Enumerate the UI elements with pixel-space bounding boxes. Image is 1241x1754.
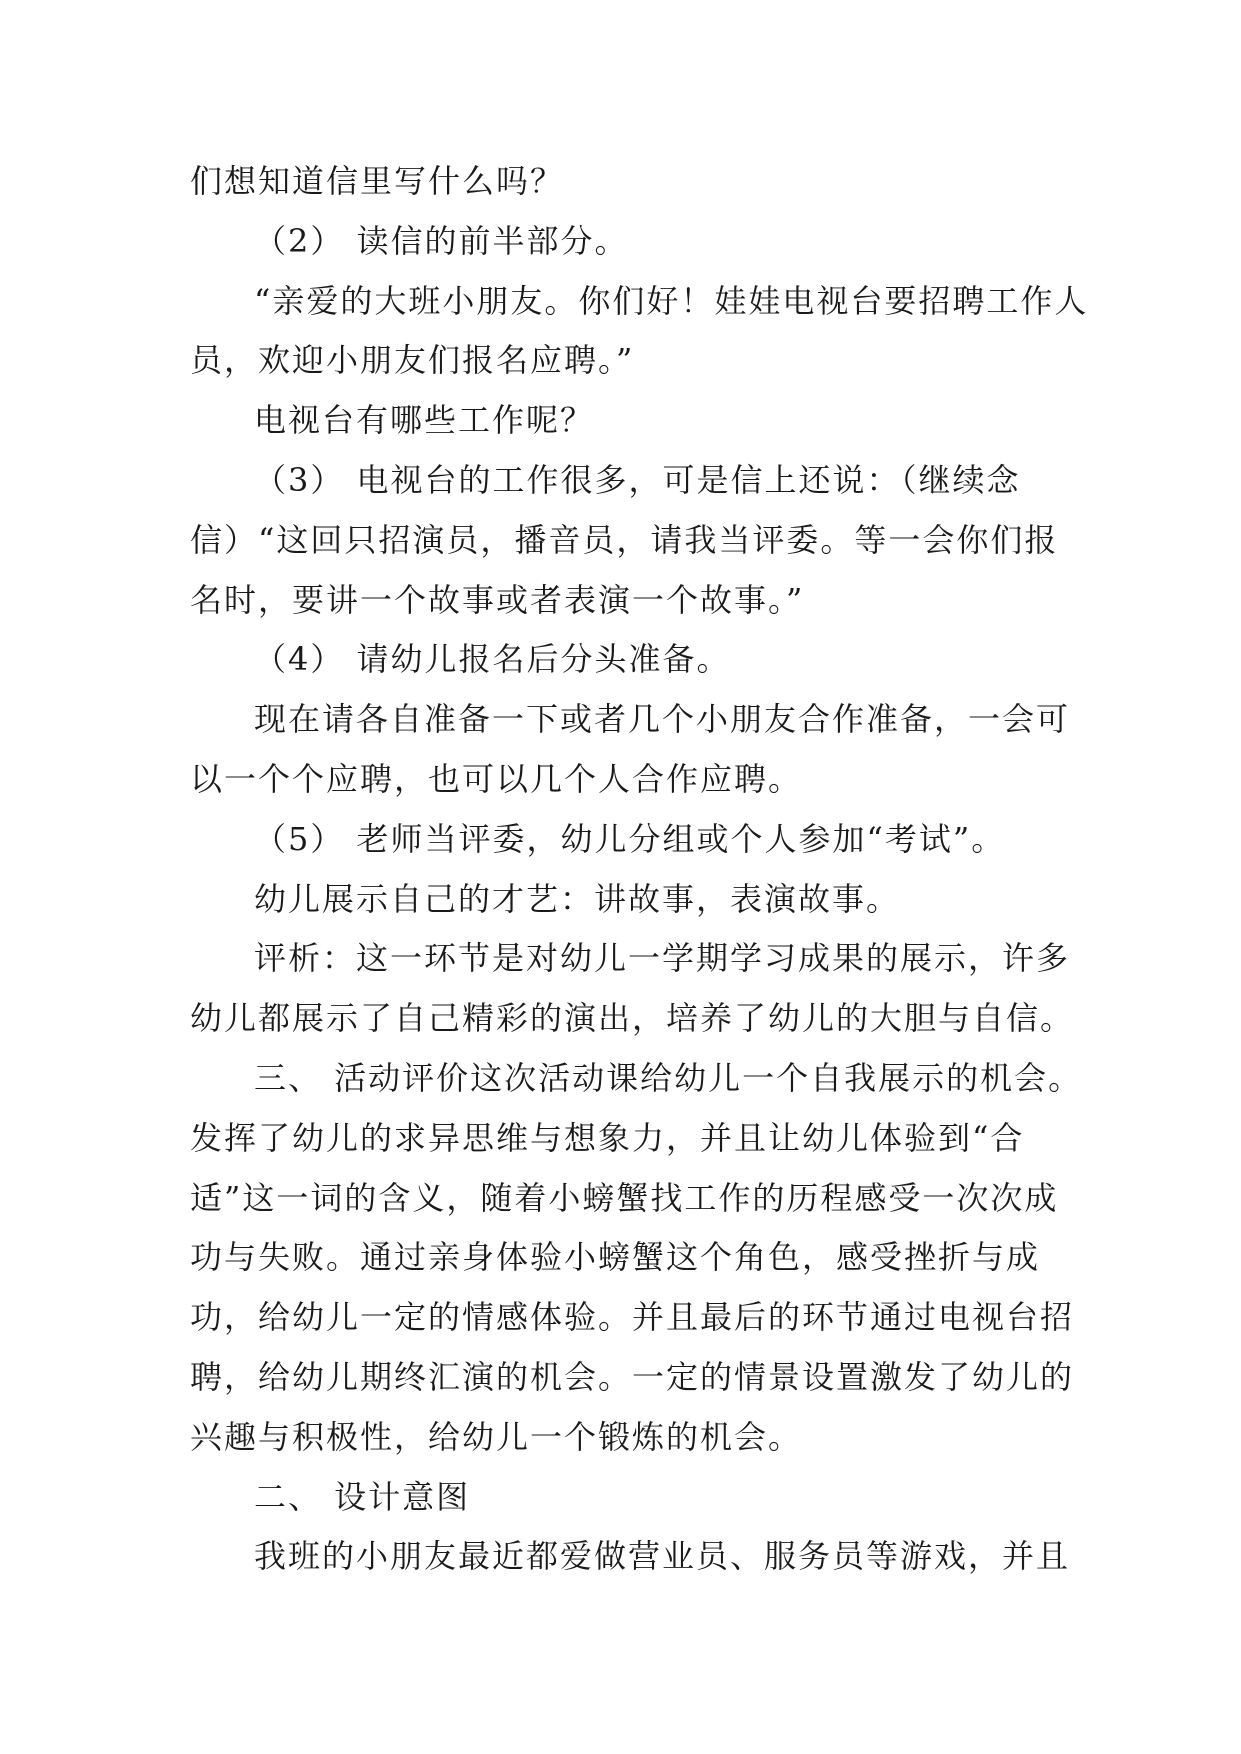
- paragraph-10: 评析：这一环节是对幼儿一学期学习成果的展示，许多幼儿都展示了自己精彩的演出，培养了幼儿的大胆与自信。: [190, 939, 1075, 1038]
- paragraph-4: 电视台有哪些工作呢？: [254, 401, 595, 440]
- paragraph-9: 幼儿展示自己的才艺：讲故事，表演故事。: [254, 879, 901, 918]
- paragraph-1: 们想知道信里写什么吗？: [190, 162, 565, 200]
- paragraph-7: 现在请各自准备一下或者几个小朋友合作准备，一会可以一个个应聘，也可以几个人合作应聘。: [190, 700, 1071, 798]
- section-heading: 二、 设计意图: [254, 1477, 471, 1516]
- paragraph-11: 三、 活动评价这次活动课给幼儿一个自我展示的机会。发挥了幼儿的求异思维与想象力，并且让幼儿体验到“合适”这一词的含义，随着小螃蟹找工作的历程感受一次次成功与失败。通过亲身体验小螃蟹这个角色，感受挫折与成功，给幼儿一定的情感体验。并且最后的环节通过电视台招聘，给幼儿期终汇演的机会。一定的情景设置激发了幼儿的兴趣与积极性，给幼儿一个锻炼的机会。: [190, 1058, 1083, 1456]
- paragraph-6: （4） 请幼儿报名后分头准备。: [254, 640, 731, 679]
- paragraph-8: （5） 老师当评委，幼儿分组或个人参加“考试”。: [254, 819, 1006, 858]
- paragraph-5: （3） 电视台的工作很多，可是信上还说：（继续念信）“这回只招演员，播音员，请我当评委。等一会你们报名时，要讲一个故事或者表演一个故事。”: [190, 460, 1059, 619]
- paragraph-2: （2） 读信的前半部分。: [254, 221, 629, 260]
- paragraph-3: “亲爱的大班小朋友。你们好！娃娃电视台要招聘工作人员，欢迎小朋友们报名应聘。”: [190, 281, 1089, 380]
- document-page: [190, 152, 1090, 1587]
- paragraph-13: 我班的小朋友最近都爱做营业员、服务员等游戏，并且: [254, 1537, 1071, 1576]
